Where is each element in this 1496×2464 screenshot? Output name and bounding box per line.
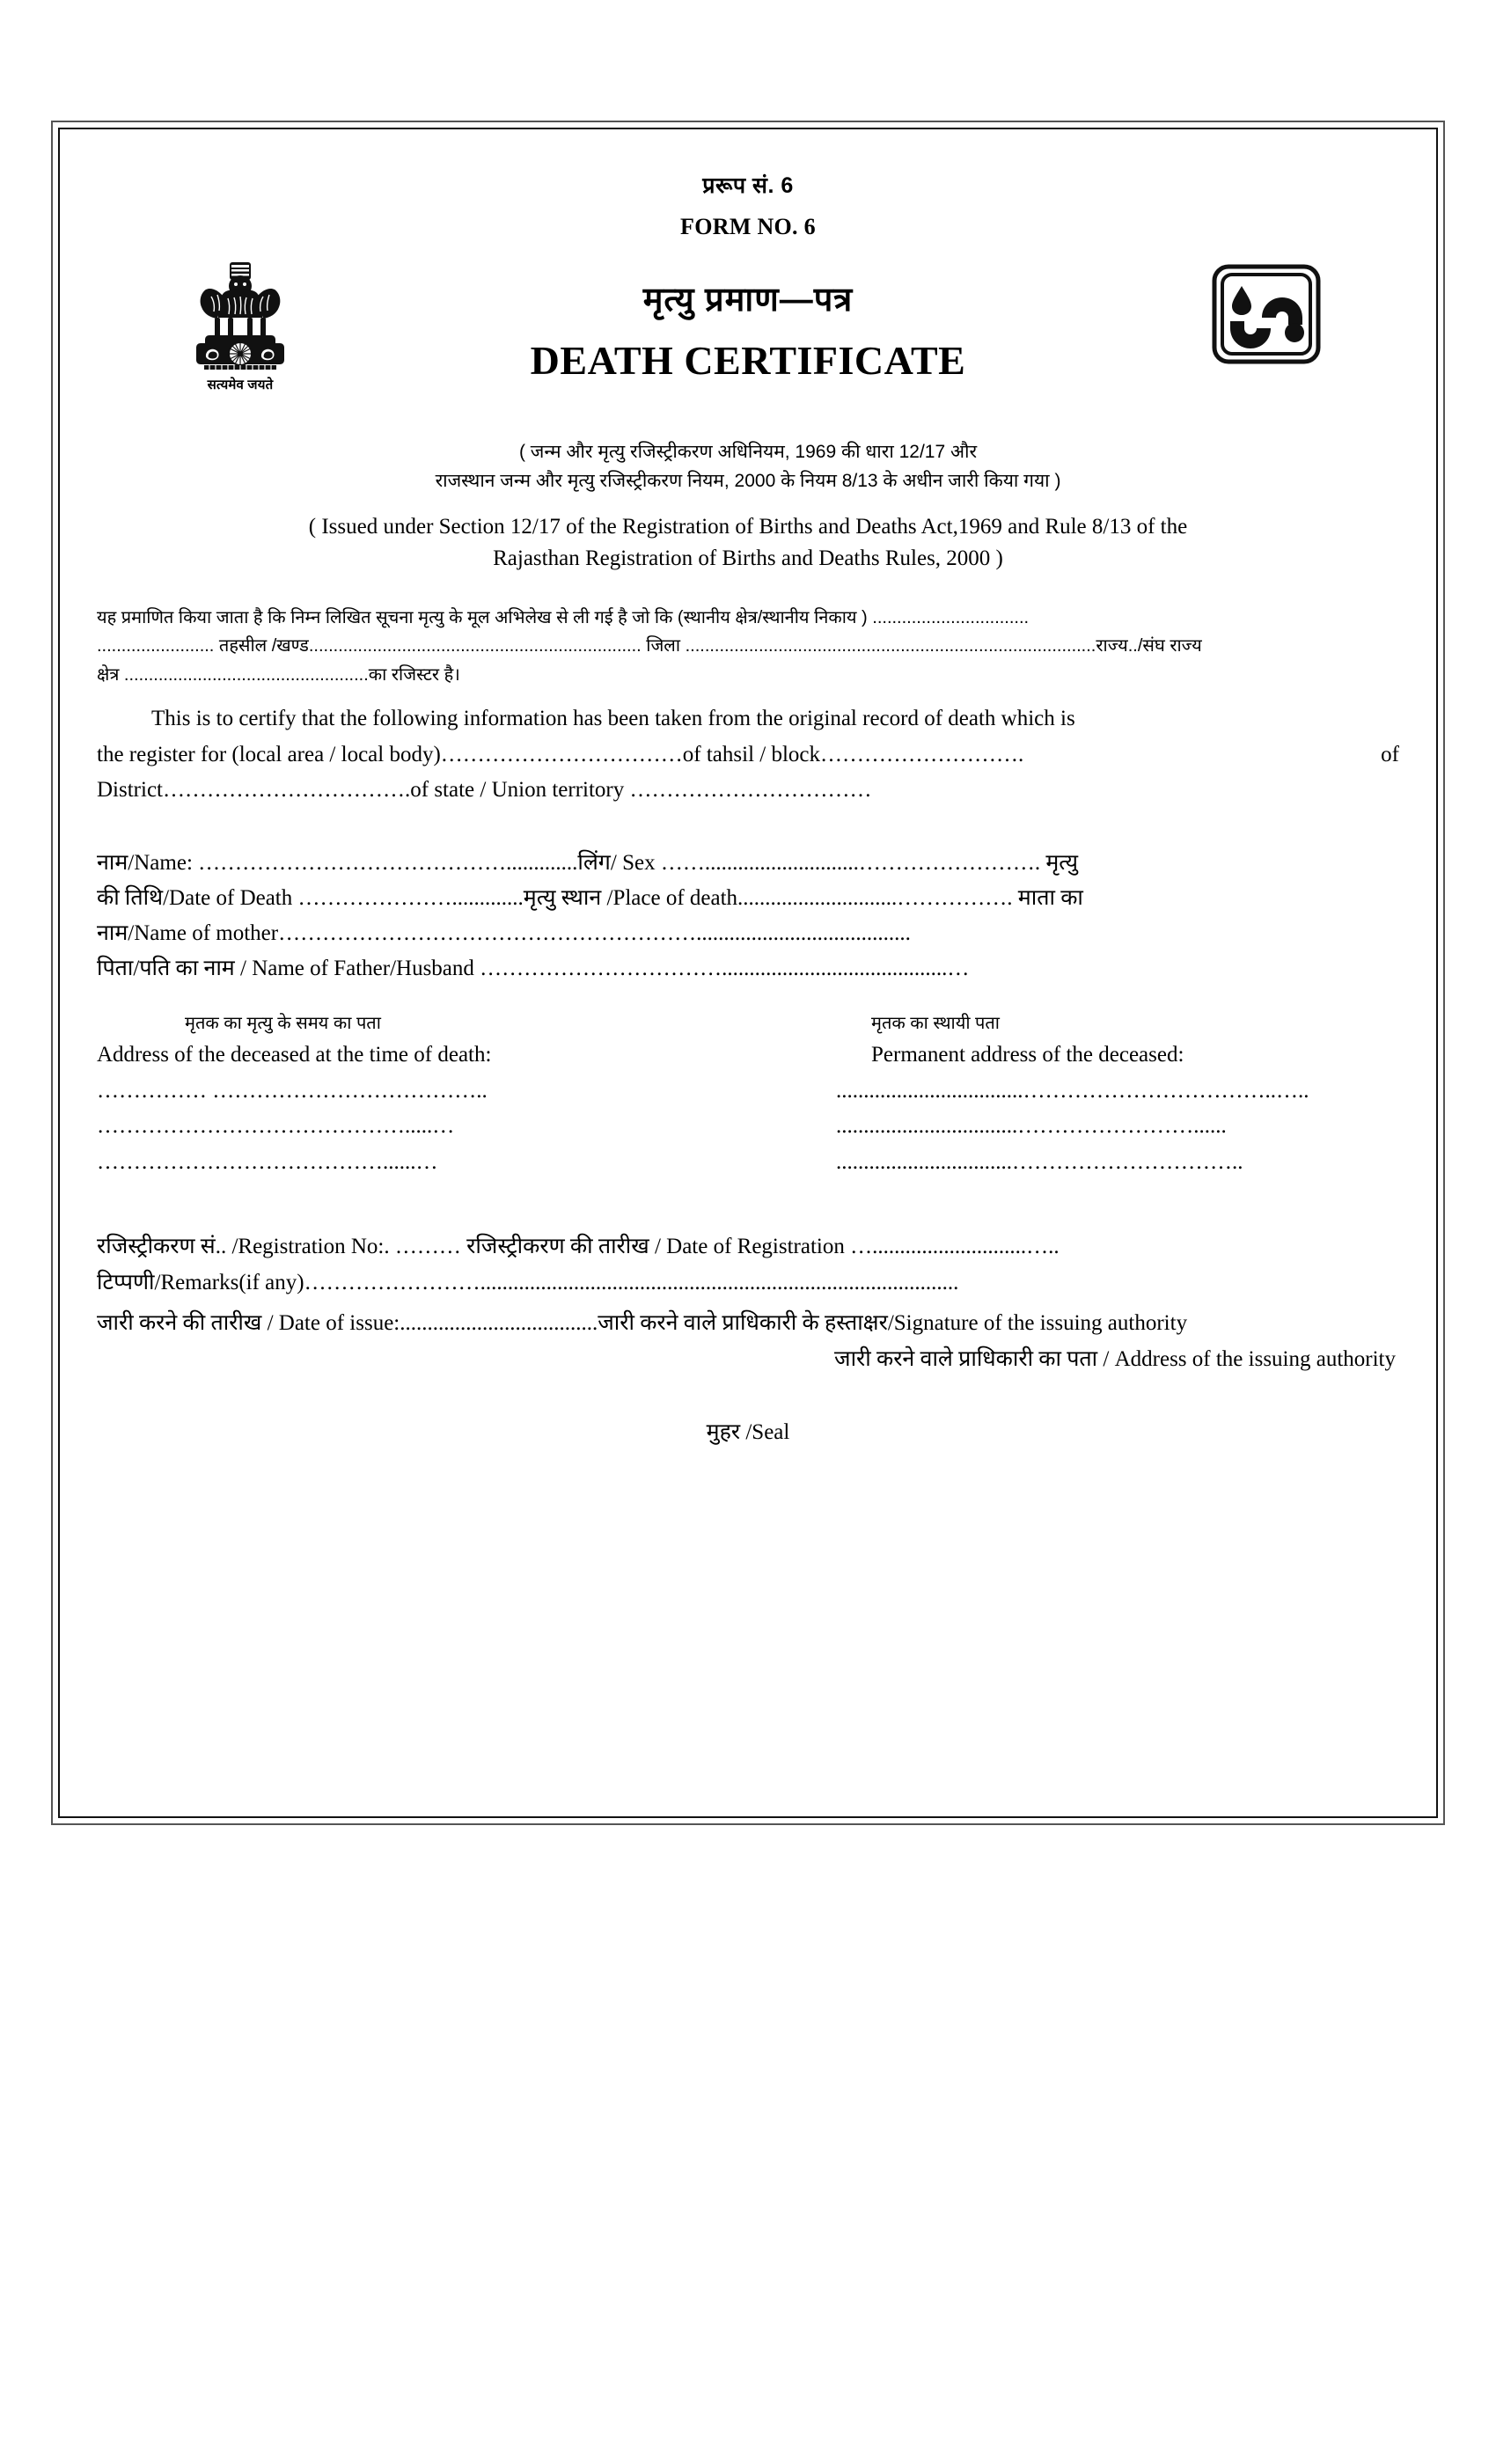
act-citation-hindi-line2: राजस्थान जन्म और मृत्यु रजिस्ट्रीकरण नियम, 2000 के नियम 8/13 के अधीन जारी किया गया ) <box>435 470 1061 491</box>
address-at-death-fill-1[interactable]: …………… ……………………………….. <box>97 1078 488 1103</box>
deceased-fields <box>97 846 1399 986</box>
certification-hindi-line1: यह प्रमाणित किया जाता है कि निम्न लिखित सूचना मृत्यु के मूल अभिलेख से ली गई है जो कि (स्थानीय क्षेत्र/स्थानीय निकाय ) ................................ <box>97 608 1030 628</box>
permanent-address-label-english: Permanent address of the deceased: <box>871 1043 1184 1067</box>
form-number-english: FORM NO. 6 <box>680 214 816 239</box>
issue-section <box>97 1306 1399 1377</box>
certification-paragraph-english <box>97 701 1399 809</box>
certificate-outer-border <box>51 121 1445 1825</box>
address-section <box>97 1009 1399 1180</box>
address-at-death-label-english: Address of the deceased at the time of death: <box>97 1043 492 1067</box>
field-name-of-mother[interactable]: नाम/Name of mother…………………………………………………....................................... <box>97 920 911 945</box>
certification-hindi-line3: क्षेत्र ..................................................का रजिस्टर है। <box>97 664 460 685</box>
certification-english-line3: District…………………………….of state / Union territory …………………………… <box>97 778 872 803</box>
certificate-title-english: DEATH CERTIFICATE <box>530 338 966 383</box>
certification-hindi-line2: ........................ तहसील /खण्ड.................................................................... जिला ....................................................................................राज्य../संघ राज्य <box>97 636 1202 656</box>
civil-registration-system-logo-icon <box>1211 354 1322 369</box>
certification-english-line2 <box>97 737 1399 774</box>
address-fill-row[interactable] <box>97 1145 1399 1181</box>
certification-english-line2-tail: of <box>1381 742 1399 766</box>
field-name-and-sex[interactable]: नाम/Name: …………………………………….............लिंग/ Sex ……............................……………………. मृत्यु <box>97 850 1079 875</box>
crs-logo-block <box>1211 263 1325 369</box>
permanent-address-fill-3[interactable]: ................................………………………….. <box>836 1149 1243 1174</box>
permanent-address-heading-hindi: मृतक का स्थायी पता <box>871 1013 1000 1033</box>
act-citation-english-line1: ( Issued under Section 12/17 of the Registration of Births and Deaths Act,1969 and Rule 8/13 of the <box>308 515 1188 539</box>
certificate-header-band <box>97 244 1399 433</box>
address-at-death-fill-3[interactable]: …………………………………......… <box>97 1149 438 1174</box>
field-registration-no-and-date[interactable]: रजिस्ट्रीकरण सं.. /Registration No:. ……… रजिस्ट्रीकरण की तारीख / Date of Registration …............................….. <box>97 1235 1060 1259</box>
certification-english-line2-main: the register for (local area / local body)……………………………of tahsil / block………………………. <box>97 742 1024 766</box>
address-at-death-fill-2[interactable]: …………………………………….....… <box>97 1114 455 1139</box>
address-fill-row[interactable] <box>97 1109 1399 1145</box>
permanent-address-fill-1[interactable]: ..................................……………………………..….. <box>836 1078 1309 1103</box>
emblem-motto-text: सत्यमेव जयते <box>207 378 274 392</box>
permanent-address-fill-2[interactable]: .................................……………………...... <box>836 1114 1227 1139</box>
field-name-of-father-husband[interactable]: पिता/पति का नाम / Name of Father/Husband …………………………….........................................… <box>97 956 970 980</box>
issuing-authority-address-label: जारी करने वाले प्राधिकारी का पता / Address of the issuing authority <box>834 1346 1396 1371</box>
field-remarks[interactable]: टिप्पणी/Remarks(if any)……………………....................................................................................... <box>97 1270 959 1294</box>
certification-paragraph-hindi <box>97 604 1399 689</box>
certificate-inner-border <box>58 128 1438 1818</box>
address-at-death-heading-hindi: मृतक का मृत्यु के समय का पता <box>185 1013 381 1033</box>
field-date-of-issue-and-signature[interactable]: जारी करने की तारीख / Date of issue:....................................जारी करने वाले प्राधिकारी के हस्ताक्षर/Signature of the issuing authority <box>97 1311 1188 1336</box>
address-headings-row <box>97 1009 1399 1038</box>
field-date-and-place-of-death[interactable]: की तिथि/Date of Death ………………….............मृत्यु स्थान /Place of death.............................……………. माता का <box>97 885 1083 910</box>
certificate-content <box>60 129 1436 1816</box>
seal-label: मुहर /Seal <box>706 1420 790 1445</box>
form-number-hindi: प्ररूप सं. 6 <box>702 173 794 198</box>
title-block <box>97 275 1399 384</box>
registration-section <box>97 1229 1399 1301</box>
act-citation-english-line2: Rajasthan Registration of Births and Deaths Rules, 2000 ) <box>493 546 1003 570</box>
act-citation-hindi-line1: ( जन्म और मृत्यु रजिस्ट्रीकरण अधिनियम, 1969 की धारा 12/17 और <box>518 442 978 462</box>
certificate-title-hindi: मृत्यु प्रमाण—पत्र <box>642 282 854 319</box>
address-labels-row <box>97 1038 1399 1074</box>
address-fill-row[interactable] <box>97 1074 1399 1110</box>
certification-english-line1: This is to certify that the following information has been taken from the original record of death which is <box>151 707 1075 731</box>
